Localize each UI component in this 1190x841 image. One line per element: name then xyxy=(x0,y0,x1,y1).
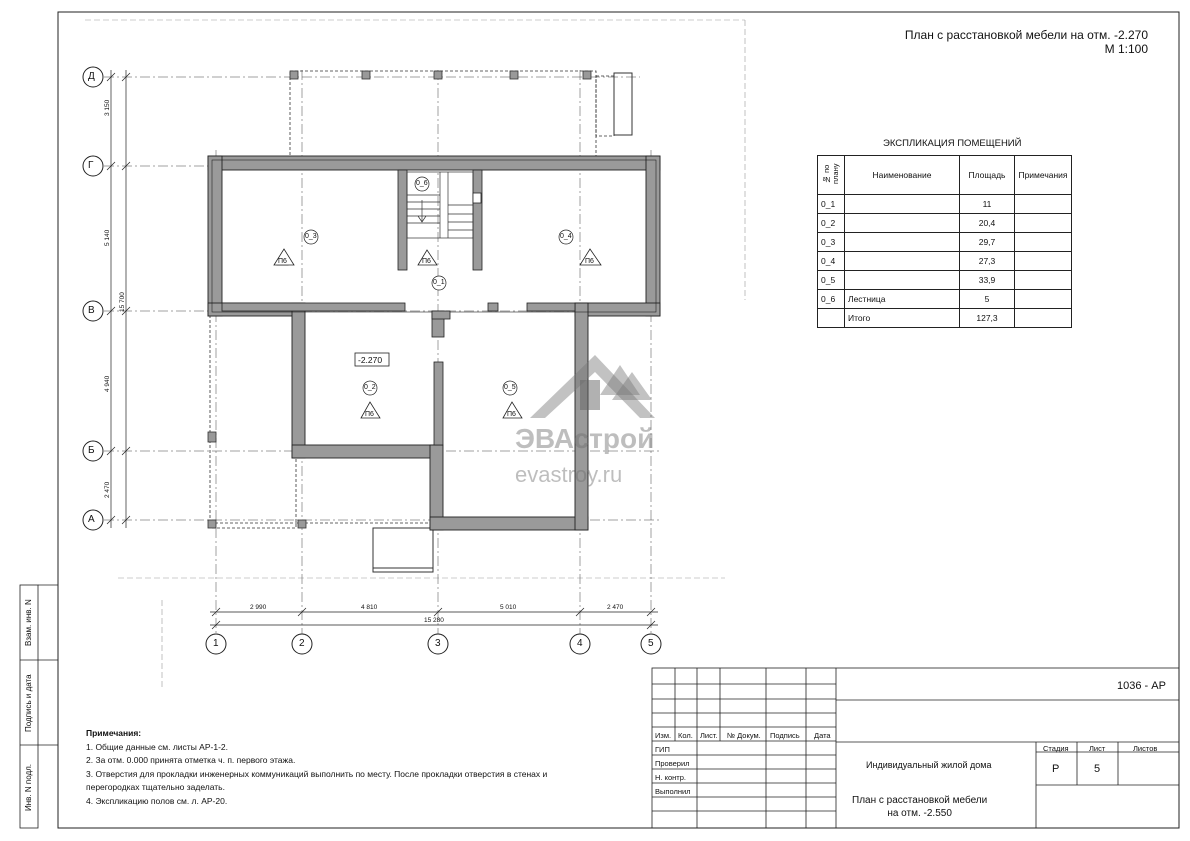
dim-horizontal: 2 470 xyxy=(607,604,624,611)
sheet-code: 1036 - АР xyxy=(1117,680,1166,692)
dim-vertical: 5 140 xyxy=(104,229,111,246)
explication-header-row xyxy=(818,156,1072,195)
cell-name xyxy=(845,233,960,252)
stamp-role: Выполнил xyxy=(655,787,691,796)
axis-label-3: 3 xyxy=(435,638,441,649)
cell-name xyxy=(845,195,960,214)
cell-area: 33,9 xyxy=(960,271,1015,290)
sheet-value: 5 xyxy=(1094,763,1101,775)
header-note: Примечания xyxy=(1015,156,1072,195)
note-item: 3. Отверстия для прокладки инженерных коммуникаций выполнить по месту. После прокладки отверстия в стенах и xyxy=(86,768,548,779)
stamp-role: Проверил xyxy=(655,759,690,768)
drawing-name-line2: на отм. -2.550 xyxy=(887,808,952,819)
header-num-text: № по плану xyxy=(822,163,840,185)
stamp-col-izm: Изм. xyxy=(655,731,672,740)
table-row xyxy=(818,195,1072,214)
dim-vertical: 2 470 xyxy=(104,481,111,498)
cell-note xyxy=(1015,271,1072,290)
cell-num xyxy=(818,309,845,328)
axis-label-d: Д xyxy=(88,71,95,82)
axis-label-v: В xyxy=(88,305,95,316)
dim-vertical: 3 150 xyxy=(104,99,111,116)
furniture-tag: П6 xyxy=(365,411,374,418)
note-item: 2. За отм. 0.000 принята отметка ч. п. первого этажа. xyxy=(86,755,296,765)
cell-note xyxy=(1015,309,1072,328)
axis-label-b: Б xyxy=(88,445,95,456)
table-row xyxy=(818,252,1072,271)
cell-total-label: Итого xyxy=(845,309,960,328)
sheet-title-text: План с расстановкой мебели на отм. -2.270 xyxy=(904,28,1148,42)
dim-vertical: 4 940 xyxy=(104,375,111,392)
dim-horizontal-total: 15 280 xyxy=(424,617,444,624)
watermark-site: evastroy.ru xyxy=(515,462,623,487)
cell-name xyxy=(845,252,960,271)
level-mark: -2.270 xyxy=(358,355,383,365)
cell-name xyxy=(845,214,960,233)
stage-value: Р xyxy=(1052,763,1060,775)
cell-num: 0_5 xyxy=(818,271,845,290)
axis-label-1: 1 xyxy=(213,638,219,649)
note-item: 1. Общие данные см. листы АР-1-2. xyxy=(86,741,228,752)
cell-note xyxy=(1015,214,1072,233)
room-number: 0_4 xyxy=(560,233,572,240)
cell-num: 0_6 xyxy=(818,290,845,309)
dim-horizontal: 4 810 xyxy=(361,604,378,611)
dim-horizontal: 2 990 xyxy=(250,604,267,611)
stamp-col-sign: Подпись xyxy=(770,731,800,740)
sheet-label: Лист xyxy=(1089,744,1106,753)
sheets-label: Листов xyxy=(1133,744,1158,753)
furniture-tag: П6 xyxy=(507,411,516,418)
table-row xyxy=(818,214,1072,233)
sheet-title xyxy=(905,28,1148,56)
side-label: Инв. N подл. xyxy=(24,763,33,811)
stamp-role: Н. контр. xyxy=(655,773,686,782)
cell-num: 0_1 xyxy=(818,195,845,214)
dim-vertical-total: 15 700 xyxy=(119,292,126,312)
stamp-role: ГИП xyxy=(655,745,670,754)
cell-note xyxy=(1015,252,1072,271)
furniture-tag: П6 xyxy=(422,258,431,265)
cell-num: 0_3 xyxy=(818,233,845,252)
cell-note xyxy=(1015,233,1072,252)
axis-label-a: А xyxy=(88,514,95,525)
stamp-col-date: Дата xyxy=(814,731,831,740)
axis-label-5: 5 xyxy=(648,638,654,649)
header-area: Площадь xyxy=(960,156,1015,195)
sheet-scale: М 1:100 xyxy=(1104,42,1148,56)
stage-label: Стадия xyxy=(1043,744,1069,753)
drawing-name xyxy=(852,794,987,820)
note-item: перегородках тщательно заделать. xyxy=(86,782,225,792)
explication-title: ЭКСПЛИКАЦИЯ ПОМЕЩЕНИЙ xyxy=(883,138,1022,149)
note-item: 4. Экспликацию полов см. л. АР-20. xyxy=(86,795,228,806)
explication-table xyxy=(817,155,1072,328)
cell-area: 20,4 xyxy=(960,214,1015,233)
stamp-col-kol: Кол. xyxy=(678,731,693,740)
drawing-name-line1: План с расстановкой мебели xyxy=(852,795,988,806)
axis-label-g: Г xyxy=(88,160,94,171)
side-label: Подпись и дата xyxy=(24,674,33,732)
axis-label-2: 2 xyxy=(299,638,305,649)
watermark-brand: ЭВАстрой xyxy=(515,423,655,454)
cell-num: 0_2 xyxy=(818,214,845,233)
table-row xyxy=(818,271,1072,290)
cell-area: 27,3 xyxy=(960,252,1015,271)
notes-heading: Примечания: xyxy=(86,728,142,738)
notes-block xyxy=(86,727,547,808)
room-number: 0_3 xyxy=(305,233,317,240)
table-row xyxy=(818,290,1072,309)
cell-num: 0_4 xyxy=(818,252,845,271)
cell-name xyxy=(845,271,960,290)
header-name: Наименование xyxy=(845,156,960,195)
dim-horizontal: 5 010 xyxy=(500,604,517,611)
cell-area: 5 xyxy=(960,290,1015,309)
cell-note xyxy=(1015,290,1072,309)
furniture-tag: П6 xyxy=(585,258,594,265)
table-total-row xyxy=(818,309,1072,328)
stamp-col-doc: № Докум. xyxy=(727,731,761,740)
table-row xyxy=(818,233,1072,252)
stamp-col-list: Лист. xyxy=(700,731,718,740)
room-number: 0_2 xyxy=(364,384,376,391)
room-number: 0_6 xyxy=(416,180,428,187)
project-name: Индивидуальный жилой дома xyxy=(866,760,992,770)
side-label: Взам. инв. N xyxy=(24,599,33,647)
room-number: 0_5 xyxy=(504,384,516,391)
cell-total-value: 127,3 xyxy=(960,309,1015,328)
sheet-frame xyxy=(58,12,1179,828)
cell-area: 11 xyxy=(960,195,1015,214)
furniture-tag: П6 xyxy=(278,258,287,265)
cell-name: Лестница xyxy=(845,290,960,309)
header-num xyxy=(818,156,845,195)
room-number: 0_1 xyxy=(433,279,445,286)
cell-note xyxy=(1015,195,1072,214)
axis-label-4: 4 xyxy=(577,638,583,649)
cell-area: 29,7 xyxy=(960,233,1015,252)
